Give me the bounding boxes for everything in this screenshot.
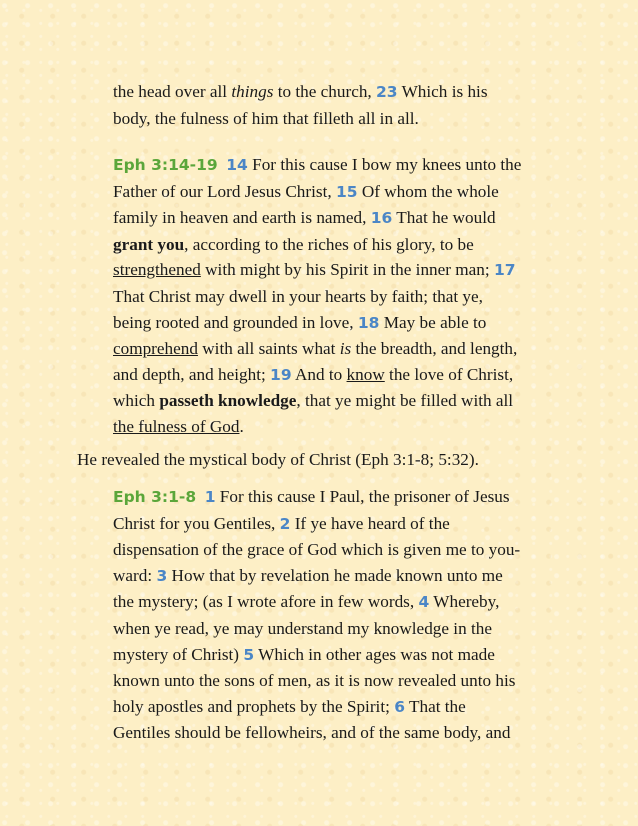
- text-line: [113, 232, 573, 258]
- text-line: [113, 511, 573, 538]
- verse-number: 3: [156, 566, 168, 585]
- verse-number: 4: [418, 593, 430, 612]
- text: mystery of Christ): [113, 644, 244, 664]
- text-line: Gentiles should be fellowheirs, and of the same body, and: [113, 723, 511, 743]
- text-line: [113, 362, 573, 389]
- text: , that ye might be filled with all: [296, 391, 514, 411]
- text: Which is his: [397, 82, 488, 101]
- text: For this cause I Paul, the prisoner of Jesus: [215, 487, 510, 506]
- text: For this cause I bow my knees unto the: [247, 155, 522, 174]
- verse-number: 16: [370, 209, 393, 228]
- text-line: [113, 589, 573, 616]
- text-italic: is: [339, 339, 352, 359]
- text-line: [113, 179, 573, 206]
- passage-continuation: [113, 79, 573, 131]
- text-line: That Christ may dwell in your hearts by faith; that ye,: [113, 286, 483, 306]
- text: Which in other ages was not made: [254, 644, 495, 664]
- text: and depth, and height;: [113, 364, 271, 384]
- text: the breadth, and length,: [351, 339, 518, 359]
- text: Christ for you Gentiles,: [113, 513, 280, 533]
- verse-number: 14: [226, 156, 248, 174]
- text: That the: [404, 696, 466, 716]
- text: which: [113, 391, 160, 411]
- text: family in heaven and earth is named,: [113, 208, 371, 228]
- verse-number: 5: [243, 645, 255, 664]
- passage-eph-3-14-19: [113, 152, 573, 440]
- text: Of whom the whole: [357, 181, 499, 201]
- text-line: known unto the sons of men, as it is now revealed unto his: [113, 671, 516, 691]
- text: the mystery; (as I wrote afore in few words,: [113, 592, 419, 612]
- text-underlined: know: [346, 364, 385, 384]
- passage-eph-3-1-8: [113, 484, 573, 746]
- verse-number: 18: [357, 313, 380, 332]
- text-underlined: comprehend: [113, 339, 198, 359]
- text: How that by revelation he made known unto me: [167, 565, 503, 585]
- text-line: [113, 414, 573, 440]
- text: being rooted and grounded in love,: [113, 312, 358, 332]
- verse-number: 15: [335, 182, 358, 201]
- text-line: dispensation of the grace of God which is given me to you-: [113, 540, 521, 560]
- text: ward:: [113, 565, 157, 585]
- text: Father of our Lord Jesus Christ,: [113, 181, 336, 201]
- text-line: [113, 79, 573, 106]
- verse-number: 6: [394, 697, 405, 716]
- text: .: [239, 416, 244, 436]
- text-line: [113, 484, 573, 511]
- text: with might by his Spirit in the inner man;: [200, 260, 494, 280]
- text-line: [113, 642, 573, 669]
- text: the love of Christ,: [384, 364, 514, 384]
- text-underlined: strengthened: [113, 260, 201, 280]
- text-bold: grant you: [113, 234, 185, 254]
- text: That he would: [392, 208, 496, 228]
- text-italic: things: [231, 82, 274, 101]
- text-line: [113, 257, 573, 284]
- text-line: [113, 388, 573, 414]
- scripture-reference: Eph 3:1-8: [113, 488, 197, 506]
- text-underlined: the fulness of God: [113, 416, 240, 436]
- verse-number: 2: [279, 514, 291, 533]
- text-line: [113, 336, 573, 362]
- section-heading: He revealed the mystical body of Christ (Eph 3:1-8; 5:32).: [77, 450, 479, 469]
- text-line: [113, 205, 573, 232]
- text: the head over all: [113, 82, 232, 101]
- text: Whereby,: [429, 592, 500, 612]
- text-line: [113, 694, 573, 721]
- verse-number: 23: [376, 83, 398, 101]
- text-line: when ye read, ye may understand my knowledge in the: [113, 618, 492, 638]
- verse-number: 1: [204, 488, 216, 506]
- text: If ye have heard of the: [290, 513, 450, 533]
- text-line: [113, 152, 573, 179]
- text: May be able to: [379, 312, 487, 332]
- verse-number: 17: [493, 261, 516, 280]
- text: to the church,: [273, 82, 377, 101]
- text-line: [113, 563, 573, 590]
- text: holy apostles and prophets by the Spirit;: [113, 696, 395, 716]
- text: with all saints what: [197, 339, 340, 359]
- text-bold: passeth knowledge: [159, 391, 297, 411]
- text-line: body, the fulness of him that filleth all in all.: [113, 108, 419, 128]
- text: And to: [291, 364, 347, 384]
- scripture-reference: Eph 3:14-19: [113, 156, 218, 174]
- text: , according to the riches of his glory, to be: [184, 234, 474, 254]
- text-line: [113, 310, 573, 337]
- verse-number: 19: [270, 365, 292, 384]
